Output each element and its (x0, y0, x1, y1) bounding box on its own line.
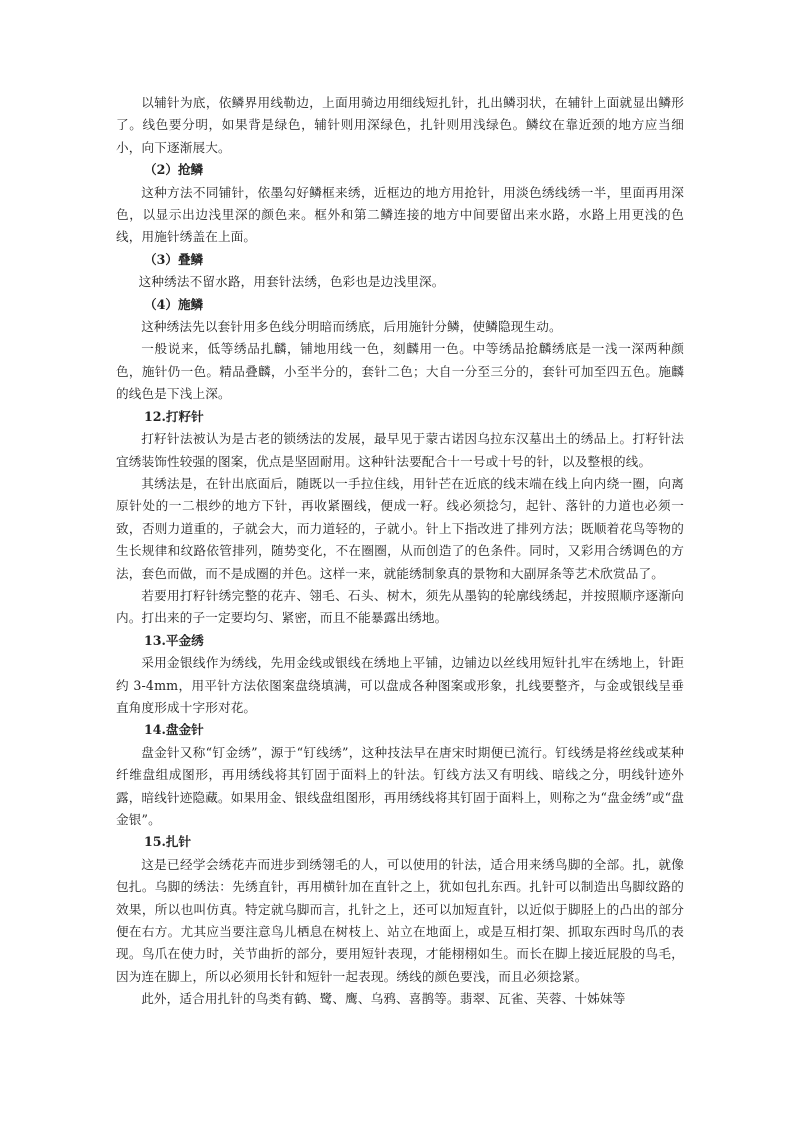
heading-qiang-lin: （2）抢鳞 (144, 162, 204, 178)
paragraph-qiang-lin: 这种方法不同铺针，依墨勾好鳞框来绣，近框边的地方用抢针，用淡色绣线绣一半，里面再用深色，以显示出边浅里深的颜色来。框外和第二鳞连接的地方中间要留出来水路，水路上用更浅的色线，用施针绣盖在上面。 (116, 184, 684, 245)
heading-za-zhen: 15.扎针 (144, 834, 192, 850)
paragraph-panjin-zhen: 盘金针又称“钉金绣”，源于“钉线绣”，这种技法早在唐宋时期便已流行。钉线绣是将丝线或某种纤维盘组成图形，再用绣线将其钉固于面料上的针法。钉线方法又有明线、暗线之分，明线针迹外露，暗线针迹隐藏。如果用金、银线盘组图形，再用绣线将其钉固于面料上，则称之为“盘金绣”或“盘金银”。 (116, 744, 684, 827)
paragraph-za-zhen: 这是已经学会绣花卉而进步到绣翎毛的人，可以使用的针法，适合用来绣鸟脚的全部。扎，就像包扎。乌脚的绣法：先绣直针，再用横针加在直针之上，犹如包扎东西。扎针可以制造出鸟脚纹路的效果，所以也叫仿真。特定就乌脚而言，扎针之上，还可以加短直针，以近似于脚胫上的凸出的部分便在右方。尤其应当要注意鸟儿栖息在树枝上、站立在地面上，或是互相打架、抓取东西时鸟爪的表现。鸟爪在使力时，关节曲折的部分，要用短针表现，才能栩栩如生。而长在脚上接近屁股的鸟毛，因为连在脚上，所以必须用长针和短针一起表现。绣线的颜色要浅，而且必须捻紧。 (116, 856, 684, 984)
paragraph-shi-lin: 这种绣法先以套针用多色线分明暗而绣底，后用施针分鳞，使鳞隐现生动。 (141, 319, 562, 335)
paragraph-dazi-complete: 若要用打籽针绣完整的花卉、翎毛、石头、树木，须先从墨钩的轮廓线绣起，并按照顺序逐渐向内。打出来的子一定要均匀、紧密，而且不能暴露出绣地。 (116, 587, 684, 626)
heading-die-lin: （3）叠鳞 (144, 251, 204, 267)
paragraph-dazi-method: 其绣法是，在针出底面后，随既以一手拉住线，用针芒在近底的线末端在线上向内绕一圈，向离原针处的一二根纱的地方下针，再收紧圈线，便成一籽。线必须捻匀，起针、落针的力道也必须一致，否则力道重的，子就会大，而力道轻的，子就小。针上下指改进了排列方法；既顺着花鸟等物的生长规律和纹路依管排列，随势变化，不在圈圈，从而创造了的色条件。同时，又彩用合绣调色的方法，套色而做，而不是成圈的并色。这样一来，就能绣制象真的景物和大副屏条等艺术欣赏品了。 (116, 475, 684, 581)
paragraph-scale-embroidery-intro: 以辅针为底，依鳞界用线勒边，上面用骑边用细线短扎针，扎出鳞羽状，在辅针上面就显出鳞形了。线色要分明，如果背是绿色，辅针则用深绿色，扎针则用浅绿色。鳞纹在靠近颈的地方应当细小，向下逐渐展大。 (116, 95, 684, 155)
paragraph-dazi-origin: 打籽针法被认为是古老的锁绣法的发展，最早见于蒙古诺因乌拉东汉墓出土的绣品上。打籽针法宜绣装饰性较强的图案，优点是坚固耐用。这种针法要配合十一号或十号的针，以及整根的线。 (116, 431, 684, 469)
heading-dazi-zhen: 12.打籽针 (144, 408, 204, 424)
paragraph-grade-comparison: 一般说来，低等绣品扎麟，铺地用线一色，刻麟用一色。中等绣品抢麟绣底是一浅一深两种颜色，施针仍一色。精品叠麟，小至半分的，套针二色；大自一分至三分的，套针可加至四五色。施麟的线色是下浅上深。 (116, 341, 684, 402)
heading-panjin-zhen: 14.盘金针 (144, 722, 204, 738)
paragraph-pingjin-xiu: 采用金银线作为绣线，先用金线或银线在绣地上平铺，边铺边以丝线用短针扎牢在绣地上，针距约 3-4mm，用平针方法依图案盘绕填满，可以盘成各种图案或形象，扎线要整齐，与金或银线呈垂直角度形成十字形对花。 (116, 655, 684, 715)
paragraph-za-zhen-birds: 此外，适合用扎针的鸟类有鹤、鹭、鹰、乌鸦、喜鹊等。翡翠、瓦雀、芙蓉、十姊妹等 (141, 991, 626, 1007)
document-page (116, 92, 684, 1011)
paragraph-die-lin: 这种绣法不留水路，用套针法绣，色彩也是边浅里深。 (138, 274, 445, 290)
heading-pingjin-xiu: 13.平金绣 (144, 632, 204, 648)
heading-shi-lin: （4）施鳞 (144, 296, 204, 312)
